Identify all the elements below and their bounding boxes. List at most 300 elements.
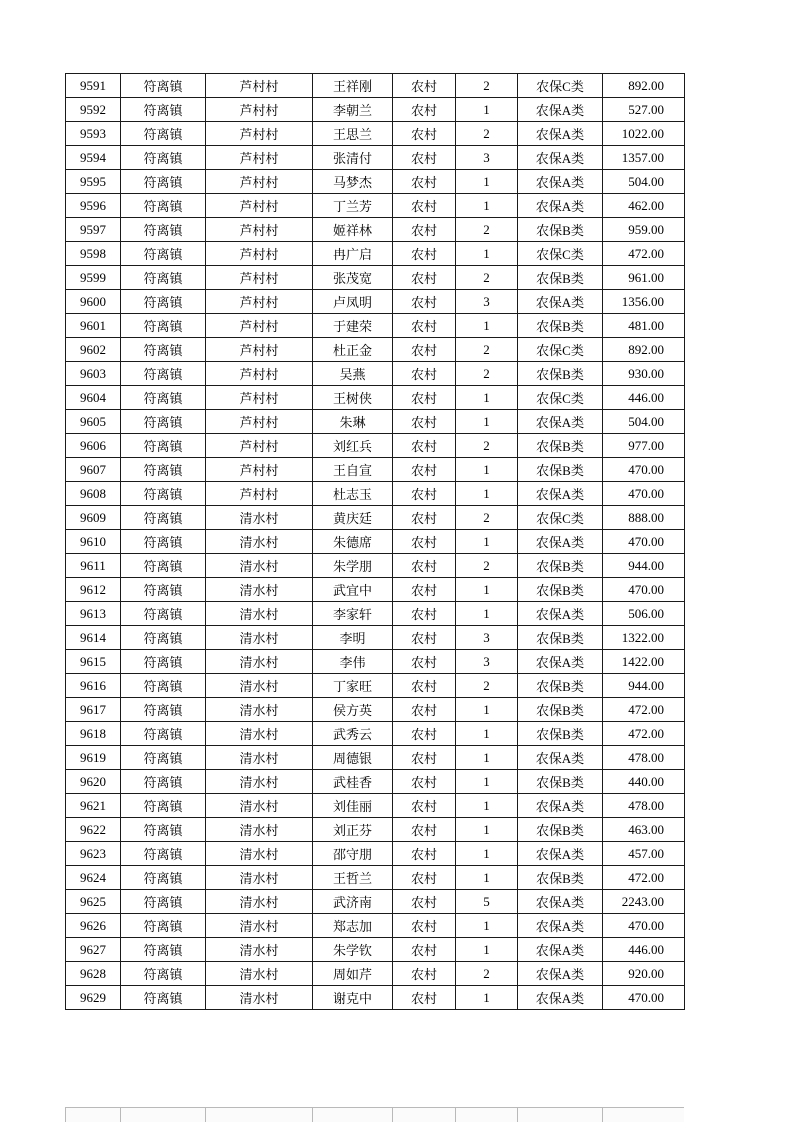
cell-village: 清水村 — [206, 578, 313, 602]
cell-village: 芦村村 — [206, 146, 313, 170]
table-row — [66, 746, 685, 770]
cell-town: 符离镇 — [121, 98, 206, 122]
cell-count: 2 — [456, 962, 518, 986]
cell-village: 清水村 — [206, 794, 313, 818]
cell-town: 符离镇 — [121, 458, 206, 482]
cell-amount: 446.00 — [603, 386, 685, 410]
cell-id: 9617 — [66, 698, 121, 722]
cell-category: 农保C类 — [518, 506, 603, 530]
cell-count: 1 — [456, 722, 518, 746]
cell-town: 符离镇 — [121, 506, 206, 530]
table-row — [66, 338, 685, 362]
table-row — [66, 842, 685, 866]
cell-name: 周如芹 — [313, 962, 393, 986]
cell-id: 9612 — [66, 578, 121, 602]
cell-count: 2 — [456, 674, 518, 698]
cell-category: 农保B类 — [518, 218, 603, 242]
table-row — [66, 986, 685, 1010]
cell-name: 马梦杰 — [313, 170, 393, 194]
table-row — [66, 866, 685, 890]
cell-village: 芦村村 — [206, 194, 313, 218]
cell-id: 9618 — [66, 722, 121, 746]
cell-type: 农村 — [393, 386, 456, 410]
cell-category: 农保B类 — [518, 626, 603, 650]
cell-name: 朱学朋 — [313, 554, 393, 578]
cell-name: 于建荣 — [313, 314, 393, 338]
cell-name: 王哲兰 — [313, 866, 393, 890]
cell-name: 邵守朋 — [313, 842, 393, 866]
cell-town: 符离镇 — [121, 266, 206, 290]
cell-name: 王思兰 — [313, 122, 393, 146]
cell-count: 2 — [456, 554, 518, 578]
cell-town: 符离镇 — [121, 482, 206, 506]
table-row — [66, 938, 685, 962]
cell-name: 周德银 — [313, 746, 393, 770]
cell-town: 符离镇 — [121, 842, 206, 866]
cell-type: 农村 — [393, 698, 456, 722]
cell-category: 农保B类 — [518, 362, 603, 386]
cell-town: 符离镇 — [121, 530, 206, 554]
cell-village: 清水村 — [206, 866, 313, 890]
cell-name: 李伟 — [313, 650, 393, 674]
cell-type: 农村 — [393, 266, 456, 290]
cell-category: 农保A类 — [518, 146, 603, 170]
cell-category: 农保A类 — [518, 602, 603, 626]
cell-town: 符离镇 — [121, 338, 206, 362]
cell-count: 2 — [456, 266, 518, 290]
table-row — [66, 530, 685, 554]
cell-count: 1 — [456, 842, 518, 866]
cell-type: 农村 — [393, 746, 456, 770]
cell-id: 9600 — [66, 290, 121, 314]
cell-category: 农保B类 — [518, 554, 603, 578]
cell-village: 清水村 — [206, 530, 313, 554]
cell-type: 农村 — [393, 650, 456, 674]
cell-town: 符离镇 — [121, 170, 206, 194]
cell-village: 清水村 — [206, 986, 313, 1010]
cell-amount: 1356.00 — [603, 290, 685, 314]
cell-type: 农村 — [393, 674, 456, 698]
cell-id: 9616 — [66, 674, 121, 698]
cell-count: 1 — [456, 458, 518, 482]
cell-amount: 1422.00 — [603, 650, 685, 674]
cell-type: 农村 — [393, 290, 456, 314]
cell-category: 农保A类 — [518, 122, 603, 146]
cell-count: 2 — [456, 506, 518, 530]
cell-name: 冉广启 — [313, 242, 393, 266]
cell-type: 农村 — [393, 794, 456, 818]
cell-count: 3 — [456, 290, 518, 314]
cell-town: 符离镇 — [121, 146, 206, 170]
cell-id: 9608 — [66, 482, 121, 506]
cell-town: 符离镇 — [121, 698, 206, 722]
cell-village: 芦村村 — [206, 218, 313, 242]
cell-type: 农村 — [393, 74, 456, 98]
cell-town: 符离镇 — [121, 578, 206, 602]
cell-category: 农保A类 — [518, 650, 603, 674]
cell-id: 9604 — [66, 386, 121, 410]
cell-type: 农村 — [393, 722, 456, 746]
cell-name: 丁兰芳 — [313, 194, 393, 218]
cell-count: 1 — [456, 386, 518, 410]
cell-id: 9611 — [66, 554, 121, 578]
cell-count: 3 — [456, 146, 518, 170]
cell-type: 农村 — [393, 938, 456, 962]
cell-id: 9606 — [66, 434, 121, 458]
cell-amount: 944.00 — [603, 554, 685, 578]
cell-village: 芦村村 — [206, 266, 313, 290]
cell-village: 芦村村 — [206, 362, 313, 386]
cell-amount: 470.00 — [603, 530, 685, 554]
cell-town: 符离镇 — [121, 290, 206, 314]
cell-category: 农保A类 — [518, 962, 603, 986]
cell-id: 9592 — [66, 98, 121, 122]
cell-id: 9610 — [66, 530, 121, 554]
cell-type: 农村 — [393, 194, 456, 218]
cell-amount: 961.00 — [603, 266, 685, 290]
table-row — [66, 98, 685, 122]
cell-id: 9598 — [66, 242, 121, 266]
cell-village: 芦村村 — [206, 242, 313, 266]
table-row — [66, 410, 685, 434]
cell-count: 1 — [456, 98, 518, 122]
table-row — [66, 650, 685, 674]
cell-count: 1 — [456, 938, 518, 962]
table-row — [66, 626, 685, 650]
cell-category: 农保C类 — [518, 74, 603, 98]
cell-name: 吴燕 — [313, 362, 393, 386]
cell-town: 符离镇 — [121, 602, 206, 626]
table-row — [66, 962, 685, 986]
records-table-body — [66, 74, 685, 1010]
cell-village: 清水村 — [206, 650, 313, 674]
table-row — [66, 146, 685, 170]
cell-village: 清水村 — [206, 770, 313, 794]
table-row — [66, 218, 685, 242]
cell-type: 农村 — [393, 362, 456, 386]
cell-village: 清水村 — [206, 914, 313, 938]
cell-category: 农保A类 — [518, 746, 603, 770]
cell-town: 符离镇 — [121, 362, 206, 386]
cell-type: 农村 — [393, 554, 456, 578]
cell-town: 符离镇 — [121, 722, 206, 746]
cell-village: 清水村 — [206, 890, 313, 914]
cell-id: 9614 — [66, 626, 121, 650]
cell-amount: 892.00 — [603, 338, 685, 362]
cell-town: 符离镇 — [121, 314, 206, 338]
cell-town: 符离镇 — [121, 962, 206, 986]
table-row — [66, 890, 685, 914]
cell-town: 符离镇 — [121, 794, 206, 818]
cell-id: 9602 — [66, 338, 121, 362]
cell-category: 农保C类 — [518, 386, 603, 410]
cell-category: 农保B类 — [518, 866, 603, 890]
cell-town: 符离镇 — [121, 746, 206, 770]
cell-village: 芦村村 — [206, 314, 313, 338]
table-row — [66, 506, 685, 530]
cell-name: 丁家旺 — [313, 674, 393, 698]
cell-name: 黄庆廷 — [313, 506, 393, 530]
cell-village: 清水村 — [206, 554, 313, 578]
cell-name: 王树侠 — [313, 386, 393, 410]
cell-amount: 959.00 — [603, 218, 685, 242]
cell-type: 农村 — [393, 986, 456, 1010]
cell-category: 农保A类 — [518, 482, 603, 506]
cell-village: 清水村 — [206, 842, 313, 866]
cell-count: 2 — [456, 434, 518, 458]
cell-amount: 470.00 — [603, 578, 685, 602]
cell-village: 清水村 — [206, 746, 313, 770]
cell-category: 农保A类 — [518, 842, 603, 866]
cell-category: 农保B类 — [518, 434, 603, 458]
table-row — [66, 194, 685, 218]
cell-amount: 462.00 — [603, 194, 685, 218]
cell-id: 9595 — [66, 170, 121, 194]
cell-id: 9623 — [66, 842, 121, 866]
cell-id: 9620 — [66, 770, 121, 794]
cell-type: 农村 — [393, 242, 456, 266]
cell-village: 芦村村 — [206, 122, 313, 146]
cell-village: 芦村村 — [206, 434, 313, 458]
cell-amount: 472.00 — [603, 722, 685, 746]
cell-category: 农保C类 — [518, 242, 603, 266]
cell-name: 李明 — [313, 626, 393, 650]
cell-town: 符离镇 — [121, 770, 206, 794]
cell-count: 1 — [456, 866, 518, 890]
cell-category: 农保B类 — [518, 674, 603, 698]
cell-type: 农村 — [393, 530, 456, 554]
cell-name: 朱琳 — [313, 410, 393, 434]
cell-count: 1 — [456, 602, 518, 626]
table-row — [66, 362, 685, 386]
cell-category: 农保A类 — [518, 98, 603, 122]
table-row — [66, 434, 685, 458]
cell-town: 符离镇 — [121, 626, 206, 650]
table-row — [66, 458, 685, 482]
cell-category: 农保B类 — [518, 314, 603, 338]
cell-category: 农保C类 — [518, 338, 603, 362]
cell-type: 农村 — [393, 506, 456, 530]
cell-id: 9591 — [66, 74, 121, 98]
cell-id: 9627 — [66, 938, 121, 962]
cell-town: 符离镇 — [121, 194, 206, 218]
cell-amount: 504.00 — [603, 170, 685, 194]
table-row — [66, 794, 685, 818]
cell-name: 杜志玉 — [313, 482, 393, 506]
cell-id: 9624 — [66, 866, 121, 890]
cell-town: 符离镇 — [121, 866, 206, 890]
cell-count: 1 — [456, 698, 518, 722]
cell-category: 农保A类 — [518, 890, 603, 914]
cell-amount: 2243.00 — [603, 890, 685, 914]
cell-category: 农保B类 — [518, 770, 603, 794]
cell-count: 1 — [456, 410, 518, 434]
cell-name: 李家轩 — [313, 602, 393, 626]
cell-name: 武桂香 — [313, 770, 393, 794]
table-row — [66, 1108, 685, 1122]
cell-id: 9601 — [66, 314, 121, 338]
cell-category: 农保A类 — [518, 170, 603, 194]
cell-amount: 504.00 — [603, 410, 685, 434]
cell-name: 杜正金 — [313, 338, 393, 362]
cell-type: 农村 — [393, 338, 456, 362]
cell-amount: 470.00 — [603, 986, 685, 1010]
cell-category: 农保B类 — [518, 266, 603, 290]
cell-category: 农保A类 — [518, 794, 603, 818]
cell-village: 芦村村 — [206, 482, 313, 506]
cell-name: 朱德席 — [313, 530, 393, 554]
cell-id: 9594 — [66, 146, 121, 170]
cell-id: 9609 — [66, 506, 121, 530]
cell-type: 农村 — [393, 170, 456, 194]
cell-name: 卢凤明 — [313, 290, 393, 314]
cell-town: 符离镇 — [121, 890, 206, 914]
cell-village: 芦村村 — [206, 338, 313, 362]
cell-amount: 478.00 — [603, 794, 685, 818]
cell-type: 农村 — [393, 842, 456, 866]
table-row — [66, 578, 685, 602]
cell-id: 9615 — [66, 650, 121, 674]
cell-count: 1 — [456, 914, 518, 938]
cell-town: 符离镇 — [121, 650, 206, 674]
cell-village: 芦村村 — [206, 458, 313, 482]
cell-count: 1 — [456, 482, 518, 506]
cell-id: 9629 — [66, 986, 121, 1010]
cell-amount: 440.00 — [603, 770, 685, 794]
table-row — [66, 266, 685, 290]
cell-name: 武济南 — [313, 890, 393, 914]
cell-village: 清水村 — [206, 626, 313, 650]
cell-village: 芦村村 — [206, 410, 313, 434]
cell-category: 农保A类 — [518, 986, 603, 1010]
cell-count: 2 — [456, 338, 518, 362]
cell-village: 芦村村 — [206, 98, 313, 122]
cell-count: 3 — [456, 626, 518, 650]
cell-type: 农村 — [393, 458, 456, 482]
cell-id: 9621 — [66, 794, 121, 818]
cell-village: 清水村 — [206, 962, 313, 986]
cell-count: 5 — [456, 890, 518, 914]
table-row — [66, 818, 685, 842]
cell-amount: 1322.00 — [603, 626, 685, 650]
cell-count: 1 — [456, 818, 518, 842]
cell-id: 9603 — [66, 362, 121, 386]
cell-village: 清水村 — [206, 722, 313, 746]
cell-name: 姬祥林 — [313, 218, 393, 242]
cell-count: 2 — [456, 218, 518, 242]
cell-count: 3 — [456, 650, 518, 674]
cell-id: 9605 — [66, 410, 121, 434]
cell-amount: 472.00 — [603, 698, 685, 722]
cell-village: 清水村 — [206, 602, 313, 626]
table-row — [66, 314, 685, 338]
table-row — [66, 386, 685, 410]
cell-town: 符离镇 — [121, 410, 206, 434]
table-row — [66, 602, 685, 626]
cell-count: 1 — [456, 794, 518, 818]
cell-amount: 920.00 — [603, 962, 685, 986]
cell-amount: 1022.00 — [603, 122, 685, 146]
cell-amount: 470.00 — [603, 914, 685, 938]
cell-amount: 944.00 — [603, 674, 685, 698]
cell-town: 符离镇 — [121, 122, 206, 146]
table-row — [66, 170, 685, 194]
cell-type: 农村 — [393, 122, 456, 146]
cell-village: 芦村村 — [206, 74, 313, 98]
cell-name: 武秀云 — [313, 722, 393, 746]
cell-town: 符离镇 — [121, 986, 206, 1010]
partial-next-row — [65, 1107, 684, 1122]
table-row — [66, 698, 685, 722]
cell-village: 芦村村 — [206, 386, 313, 410]
cell-id: 9599 — [66, 266, 121, 290]
cell-town: 符离镇 — [121, 386, 206, 410]
cell-count: 1 — [456, 986, 518, 1010]
cell-village: 清水村 — [206, 506, 313, 530]
cell-amount: 463.00 — [603, 818, 685, 842]
cell-id: 9597 — [66, 218, 121, 242]
cell-id: 9628 — [66, 962, 121, 986]
cell-name: 刘正芬 — [313, 818, 393, 842]
cell-town: 符离镇 — [121, 218, 206, 242]
cell-village: 清水村 — [206, 698, 313, 722]
cell-village: 清水村 — [206, 818, 313, 842]
cell-name: 王祥刚 — [313, 74, 393, 98]
cell-name: 朱学钦 — [313, 938, 393, 962]
cell-id: 9625 — [66, 890, 121, 914]
cell-amount: 470.00 — [603, 482, 685, 506]
cell-name: 王自宣 — [313, 458, 393, 482]
cell-type: 农村 — [393, 602, 456, 626]
cell-category: 农保B类 — [518, 818, 603, 842]
table-row — [66, 290, 685, 314]
cell-type: 农村 — [393, 770, 456, 794]
cell-id: 9619 — [66, 746, 121, 770]
cell-category: 农保A类 — [518, 410, 603, 434]
cell-amount: 888.00 — [603, 506, 685, 530]
cell-type: 农村 — [393, 146, 456, 170]
cell-id: 9613 — [66, 602, 121, 626]
cell-amount: 527.00 — [603, 98, 685, 122]
cell-name: 张茂宽 — [313, 266, 393, 290]
cell-name: 李朝兰 — [313, 98, 393, 122]
table-row — [66, 554, 685, 578]
cell-amount: 1357.00 — [603, 146, 685, 170]
records-table — [65, 73, 685, 1010]
cell-type: 农村 — [393, 866, 456, 890]
cell-town: 符离镇 — [121, 938, 206, 962]
cell-type: 农村 — [393, 818, 456, 842]
cell-name: 侯方英 — [313, 698, 393, 722]
cell-count: 2 — [456, 122, 518, 146]
cell-town: 符离镇 — [121, 434, 206, 458]
cell-id: 9607 — [66, 458, 121, 482]
cell-town: 符离镇 — [121, 818, 206, 842]
cell-amount: 892.00 — [603, 74, 685, 98]
cell-amount: 481.00 — [603, 314, 685, 338]
cell-category: 农保A类 — [518, 914, 603, 938]
cell-village: 芦村村 — [206, 170, 313, 194]
cell-name: 郑志加 — [313, 914, 393, 938]
table-row — [66, 722, 685, 746]
cell-category: 农保B类 — [518, 458, 603, 482]
cell-count: 1 — [456, 242, 518, 266]
cell-type: 农村 — [393, 218, 456, 242]
cell-type: 农村 — [393, 890, 456, 914]
cell-category: 农保A类 — [518, 290, 603, 314]
cell-id: 9626 — [66, 914, 121, 938]
cell-village: 芦村村 — [206, 290, 313, 314]
